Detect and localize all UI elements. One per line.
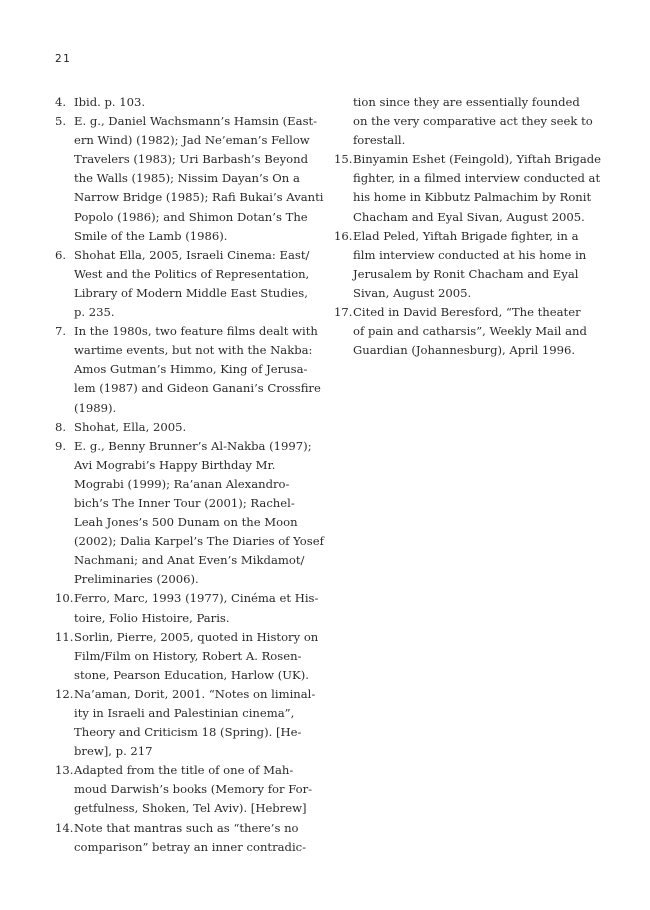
endnote <box>55 418 317 437</box>
endnote-number: 5. <box>55 114 67 129</box>
endnote-text <box>353 227 600 303</box>
endnote <box>55 761 317 818</box>
endnote-line: p. 235. <box>74 305 115 320</box>
endnote <box>55 437 324 590</box>
endnote-line: fighter, in a filmed interview conducted at <box>353 171 601 186</box>
endnote-14-continuation <box>334 93 600 150</box>
endnote-line: comparison” betray an inner contradic- <box>74 839 307 854</box>
endnote-line: Mograbi (1999); Ra’anan Alexandro- <box>74 476 290 491</box>
endnote <box>55 589 317 627</box>
endnote-line: ern Wind) (1982); Jad Ne’eman’s Fellow <box>74 133 310 148</box>
endnote-line: forestall. <box>353 133 406 148</box>
endnote-line: Adapted from the title of one of Mah- <box>74 763 294 778</box>
endnote-text <box>74 93 317 112</box>
endnote-number: 6. <box>55 247 67 262</box>
endnote <box>55 112 324 246</box>
endnote-line: bich’s The Inner Tour (2001); Rachel- <box>74 495 295 510</box>
endnote-line: Na’aman, Dorit, 2001. “Notes on liminal- <box>74 686 316 701</box>
endnotes-right-column <box>334 93 600 360</box>
endnote-number: 7. <box>55 324 67 339</box>
endnote-number: 9. <box>55 438 67 453</box>
endnote <box>334 227 600 303</box>
endnote <box>55 93 317 112</box>
endnote-line: Binyamin Eshet (Feingold), Yiftah Brigade <box>353 152 602 167</box>
endnote <box>334 150 600 226</box>
page-number: 21 <box>55 53 72 65</box>
endnote-line: (2002); Dalia Karpel’s The Diaries of Yosef <box>74 534 324 549</box>
endnote-line: Film/Film on History, Robert A. Rosen- <box>74 648 302 663</box>
endnote-line: Theory and Criticism 18 (Spring). [He- <box>74 725 302 740</box>
endnote-line: Sorlin, Pierre, 2005, quoted in History on <box>74 629 319 644</box>
endnote-line: Ferro, Marc, 1993 (1977), Cinéma et His- <box>74 591 319 606</box>
endnote-line: of pain and catharsis”, Weekly Mail and <box>353 324 587 339</box>
endnote-line: stone, Pearson Education, Harlow (UK). <box>74 667 309 682</box>
endnote-number: 4. <box>55 95 67 109</box>
endnote-line: (1989). <box>74 400 117 415</box>
endnote-line: Sivan, August 2005. <box>353 285 472 300</box>
endnote-line: In the 1980s, two feature films dealt with <box>74 324 318 339</box>
endnote <box>334 303 600 360</box>
endnote-text <box>74 437 324 590</box>
endnote-line: Leah Jones’s 500 Dunam on the Moon <box>74 515 298 530</box>
endnote-line: Library of Modern Middle East Studies, <box>74 285 308 300</box>
endnote-line: Cited in David Beresford, “The theater <box>353 305 581 320</box>
endnote <box>55 685 317 761</box>
endnote-line: his home in Kibbutz Palmachim by Ronit <box>353 190 592 205</box>
endnote-line: Travelers (1983); Uri Barbash’s Beyond <box>74 152 309 167</box>
endnote-line: Jerusalem by Ronit Chacham and Eyal <box>353 266 579 281</box>
endnote-line: Shohat, Ella, 2005. <box>74 419 187 434</box>
endnote <box>55 819 317 857</box>
endnote-text <box>74 589 318 627</box>
endnote-line: Smile of the Lamb (1986). <box>74 228 228 243</box>
endnote-line: Elad Peled, Yiftah Brigade fighter, in a <box>353 228 579 243</box>
endnote-text <box>353 303 600 360</box>
endnote-line: film interview conducted at his home in <box>353 247 587 262</box>
endnote-line: Shohat Ella, 2005, Israeli Cinema: East/ <box>74 247 310 262</box>
endnote-number: 15. <box>334 152 353 167</box>
endnote-line: E. g., Benny Brunner’s Al-Nakba (1997); <box>74 438 312 453</box>
endnote <box>55 628 317 685</box>
endnote-line: tion since they are essentially founded <box>353 95 580 109</box>
endnote-number: 17. <box>334 305 353 320</box>
endnote-line: Avi Mograbi’s Happy Birthday Mr. <box>74 457 276 472</box>
endnote-text <box>74 246 317 322</box>
endnote-text <box>74 112 324 246</box>
endnote-line: Nachmani; and Anat Even’s Mikdamot/ <box>74 553 305 568</box>
endnote-line: Ibid. p. 103. <box>74 95 146 109</box>
endnotes-right-list <box>334 150 600 360</box>
endnote-line: wartime events, but not with the Nakba: <box>74 343 313 358</box>
endnote-line: toire, Folio Histoire, Paris. <box>74 610 230 625</box>
endnote-line: lem (1987) and Gideon Ganani’s Crossfire <box>74 381 321 396</box>
endnote-line: getfulness, Shoken, Tel Aviv). [Hebrew] <box>74 801 307 816</box>
endnotes-left-column <box>55 93 324 857</box>
endnote-text <box>74 685 317 761</box>
endnote-number: 8. <box>55 419 67 434</box>
endnote-line: West and the Politics of Representation, <box>74 266 310 281</box>
endnote-text <box>74 761 317 818</box>
endnote <box>55 246 317 322</box>
endnote-line: E. g., Daniel Wachsmann’s Hamsin (East- <box>74 114 318 129</box>
endnote-number: 10. <box>55 591 74 606</box>
endnote-number: 16. <box>334 228 353 243</box>
endnote-text <box>74 322 321 417</box>
endnote-text <box>74 628 318 685</box>
endnote-number: 14. <box>55 820 74 835</box>
endnote-line: Popolo (1986); and Shimon Dotan’s The <box>74 209 308 224</box>
endnote-text <box>353 150 601 226</box>
endnote-text <box>74 418 317 437</box>
endnote-text <box>74 819 317 857</box>
endnote-line: moud Darwish’s books (Memory for For- <box>74 782 313 797</box>
endnote-line: Chacham and Eyal Sivan, August 2005. <box>353 209 585 224</box>
endnote-line: Guardian (Johannesburg), April 1996. <box>353 343 576 358</box>
endnote <box>55 322 321 417</box>
endnote-line: Amos Gutman’s Himmo, King of Jerusa- <box>74 362 308 377</box>
endnote-line: the Walls (1985); Nissim Dayan’s On a <box>74 171 300 186</box>
endnote-line: on the very comparative act they seek to <box>353 114 593 129</box>
endnote-line: brew], p. 217 <box>74 744 153 759</box>
endnote-number: 13. <box>55 763 74 778</box>
endnote-line: Note that mantras such as “there’s no <box>74 820 299 835</box>
endnote-line: Narrow Bridge (1985); Rafi Bukai’s Avanti <box>74 190 324 205</box>
endnote-line: Preliminaries (2006). <box>74 572 199 587</box>
endnote-number: 12. <box>55 686 74 701</box>
endnote-number: 11. <box>55 629 74 644</box>
endnote-line: ity in Israeli and Palestinian cinema”, <box>74 706 295 720</box>
